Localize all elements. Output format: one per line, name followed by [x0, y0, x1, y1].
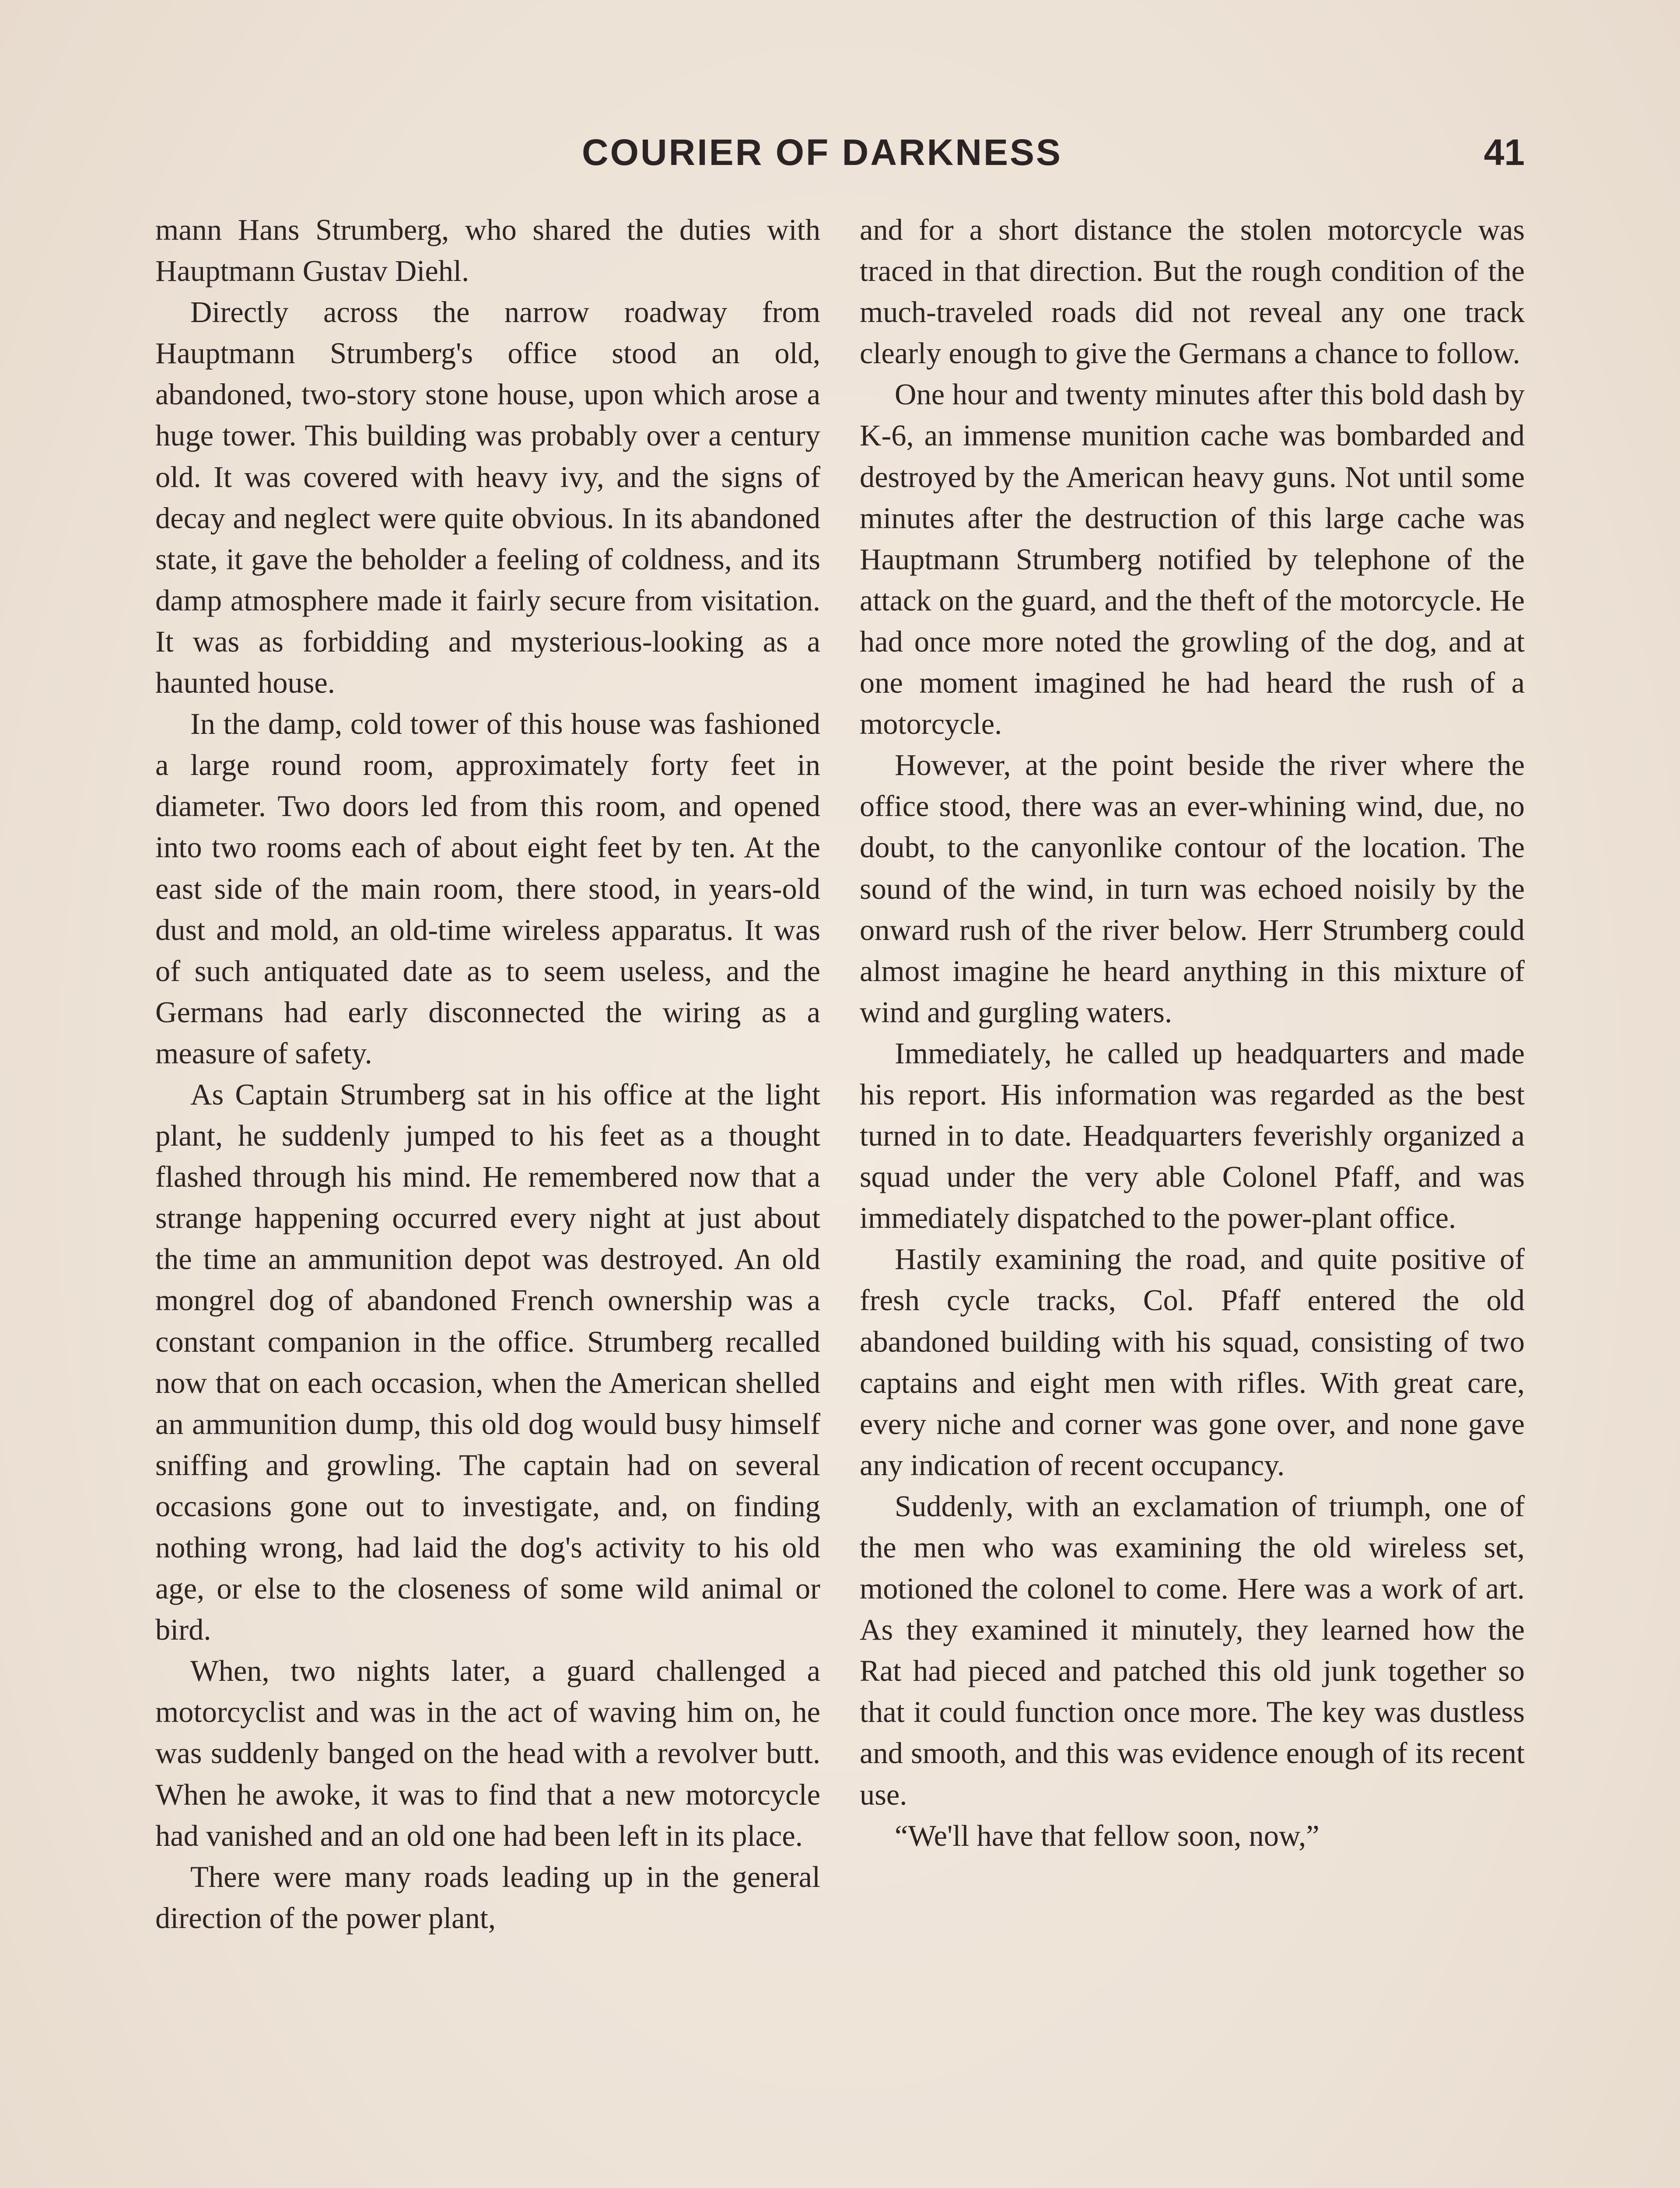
paragraph: One hour and twenty minutes after this bold dash by K-6, an immense munition cache was bombarded and destroyed by the American heavy guns. Not until some minutes after the destruction of this large cache was Hauptmann Strumberg notified by telephone of the attack on the guard, and the theft of the motorcycle. He had once more noted the growling of the dog, and at one moment imagined he had heard the rush of a motorcycle.	[860, 378, 1525, 741]
paragraph: Hastily examining the road, and quite positive of fresh cycle tracks, Col. Pfaff entered the old abandoned building with his squad, consisting of two captains and eight men with rifles. With great care, every niche and corner was gone over, and none gave any indication of recent occupancy.	[860, 1242, 1525, 1482]
page-number: 41	[1484, 132, 1525, 173]
paragraph: Suddenly, with an exclamation of triumph, one of the men who was examining the old wireless set, motioned the colonel to come. Here was a work of art. As they examined it minutely, they learned how the Rat had pieced and patched this old junk together so that it could function once more. The key was dustless and smooth, and this was evidence enough of its recent use.	[860, 1489, 1525, 1811]
running-title: COURIER OF DARKNESS	[582, 132, 1063, 173]
paragraph: When, two nights later, a guard challenged a motorcyclist and was in the act of waving him on, he was suddenly banged on the head with a revolver butt. When he awoke, it was to find that a new motorcycle had vanished and an old one had been left in its place.	[155, 1654, 820, 1852]
right-column	[860, 209, 1525, 1856]
paragraph: Immediately, he called up headquarters and made his report. His information was regarded as the best turned in to date. Headquarters feverishly organized a squad under the very able Colonel Pfaff, and was immediately dispatched to the power-plant office.	[860, 1036, 1525, 1235]
paragraph: There were many roads leading up in the general direction of the power plant,	[155, 1860, 820, 1935]
page-header	[155, 131, 1525, 184]
paragraph: However, at the point beside the river where the office stood, there was an ever-whining wind, due, no doubt, to the canyonlike contour of the location. The sound of the wind, in turn was echoed noisily by the onward rush of the river below. Herr Strumberg could almost imagine he heard anything in this mixture of wind and gurgling waters.	[860, 748, 1525, 1029]
paragraph: and for a short distance the stolen motorcycle was traced in that direction. But the rough condition of the much-traveled roads did not reveal any one track clearly enough to give the Germans a chance to follow.	[860, 213, 1525, 370]
paragraph: As Captain Strumberg sat in his office at the light plant, he suddenly jumped to his feet as a thought flashed through his mind. He remembered now that a strange happening occurred every night at just about the time an ammunition depot was destroyed. An old mongrel dog of abandoned French ownership was a constant companion in the office. Strumberg recalled now that on each occasion, when the American shelled an ammunition dump, this old dog would busy himself sniffing and growling. The captain had on several occasions gone out to investigate, and, on finding nothing wrong, had laid the dog's activity to his old age, or else to the closeness of some wild animal or bird.	[155, 1077, 820, 1647]
paragraph: mann Hans Strumberg, who shared the duties with Hauptmann Gustav Diehl.	[155, 213, 820, 288]
paragraph: Directly across the narrow roadway from Hauptmann Strumberg's office stood an old, abandoned, two-story stone house, upon which arose a huge tower. This building was probably over a century old. It was covered with heavy ivy, and the signs of decay and neglect were quite obvious. In its abandoned state, it gave the beholder a feeling of coldness, and its damp atmosphere made it fairly secure from visitation. It was as forbidding and mysterious-looking as a haunted house.	[155, 295, 820, 700]
paragraph: In the damp, cold tower of this house was fashioned a large round room, approximately forty feet in diameter. Two doors led from this room, and opened into two rooms each of about eight feet by ten. At the east side of the main room, there stood, in years-old dust and mold, an old-time wireless apparatus. It was of such antiquated date as to seem useless, and the Germans had early disconnected the wiring as a measure of safety.	[155, 707, 820, 1070]
paragraph: “We'll have that fellow soon, now,”	[895, 1819, 1320, 1852]
left-column	[155, 209, 820, 1939]
